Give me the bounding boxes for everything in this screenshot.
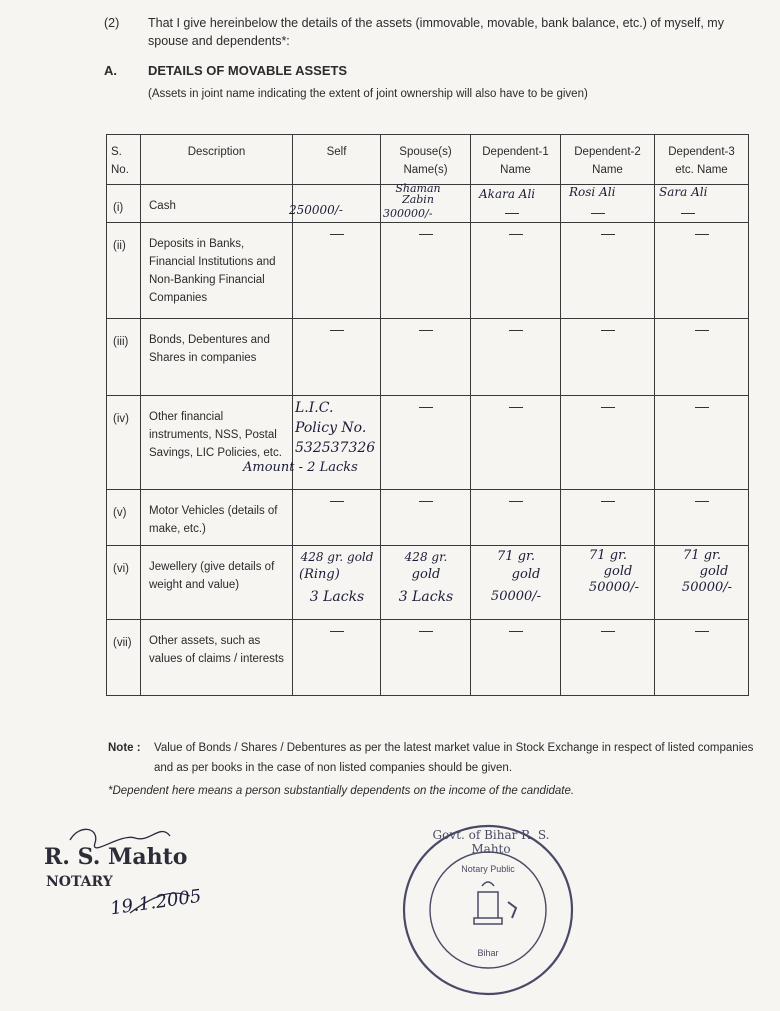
table-row bbox=[107, 620, 749, 696]
cell-empty bbox=[655, 490, 749, 546]
handwritten-jewel-dep3-3: 50000/- bbox=[681, 580, 733, 595]
handwritten-jewel-dep3-1: 71 gr. bbox=[683, 548, 721, 563]
handwritten-jewel-dep1-1: 71 gr. bbox=[497, 549, 535, 564]
handwritten-cash-spouse: 300000/- bbox=[383, 207, 433, 220]
dash-mark bbox=[601, 234, 615, 235]
row-sno: (iii) bbox=[107, 319, 141, 396]
handwritten-jewel-spouse-2: gold bbox=[411, 567, 441, 582]
handwritten-jewel-dep1-2: gold bbox=[511, 567, 541, 582]
cell-empty bbox=[561, 396, 655, 490]
handwritten-dependent-1-name: Akara Ali bbox=[479, 187, 536, 201]
handwritten-jewel-dep2-1: 71 gr. bbox=[589, 548, 627, 563]
handwritten-dependent-2-name: Rosi Ali bbox=[569, 185, 616, 199]
note-text: Value of Bonds / Shares / Debentures as per the latest market value in Stock Exchange in respect of listed companies and as per books in the case of non listed companies should be given. bbox=[154, 742, 754, 774]
dependent-footnote: *Dependent here means a person substantially dependents on the income of the candidate. bbox=[108, 785, 575, 797]
cell-cash-dependent-3 bbox=[655, 185, 749, 223]
dash-mark bbox=[509, 330, 523, 331]
cell-empty bbox=[381, 319, 471, 396]
note-label: Note : bbox=[108, 742, 141, 754]
dash-mark bbox=[695, 501, 709, 502]
cell-empty bbox=[471, 223, 561, 319]
dash-mark bbox=[419, 631, 433, 632]
dash-mark bbox=[330, 501, 344, 502]
header-description: Description bbox=[141, 135, 293, 185]
handwritten-jewel-self-1: 428 gr. gold bbox=[300, 550, 374, 564]
row-description: Motor Vehicles (details of make, etc.) bbox=[141, 490, 293, 546]
row-description: Jewellery (give details of weight and value) bbox=[141, 546, 293, 620]
dash-mark bbox=[419, 501, 433, 502]
section-title: DETAILS OF MOVABLE ASSETS bbox=[148, 63, 348, 78]
row-sno: (ii) bbox=[107, 223, 141, 319]
header-dependent-1: Dependent-1 Name bbox=[471, 135, 561, 185]
cell-jewellery-dependent-2 bbox=[561, 546, 655, 620]
table-row bbox=[107, 396, 749, 490]
dash-mark bbox=[505, 213, 519, 214]
cell-jewellery-self bbox=[293, 546, 381, 620]
handwritten-jewel-self-3: 3 Lacks bbox=[309, 589, 365, 605]
row-sno: (vii) bbox=[107, 620, 141, 696]
row-sno: (vi) bbox=[107, 546, 141, 620]
table-row bbox=[107, 185, 749, 223]
header-sno: S. No. bbox=[107, 135, 141, 185]
notary-name: R. S. Mahto bbox=[44, 844, 188, 870]
dash-mark bbox=[419, 330, 433, 331]
cell-empty bbox=[471, 396, 561, 490]
handwritten-jewel-dep2-2: gold bbox=[603, 564, 633, 579]
dash-mark bbox=[509, 501, 523, 502]
movable-assets-table bbox=[106, 134, 749, 696]
dash-mark bbox=[330, 234, 344, 235]
handwritten-lic-line4: Amount - 2 Lacks bbox=[243, 460, 358, 475]
table-row bbox=[107, 223, 749, 319]
handwritten-jewel-dep2-3: 50000/- bbox=[588, 580, 640, 595]
dash-mark bbox=[509, 234, 523, 235]
cell-empty bbox=[561, 620, 655, 696]
dash-mark bbox=[695, 407, 709, 408]
notary-title: NOTARY bbox=[46, 874, 113, 890]
cell-empty bbox=[293, 319, 381, 396]
signature-date: 19.1.2005 bbox=[108, 885, 203, 920]
dash-mark bbox=[601, 407, 615, 408]
cell-empty bbox=[655, 396, 749, 490]
cell-cash-spouse bbox=[381, 182, 471, 223]
cell-jewellery-dependent-1 bbox=[471, 546, 561, 620]
cell-empty bbox=[655, 620, 749, 696]
cell-empty bbox=[293, 620, 381, 696]
intro-number: (2) bbox=[104, 16, 120, 30]
cell-empty bbox=[655, 223, 749, 319]
dash-mark bbox=[601, 631, 615, 632]
handwritten-jewel-spouse-1: 428 gr. bbox=[404, 550, 448, 564]
cell-cash-dependent-2 bbox=[561, 185, 655, 223]
dash-mark bbox=[601, 501, 615, 502]
handwritten-dependent-3-name: Sara Ali bbox=[659, 185, 708, 199]
handwritten-cash-self: 250000/- bbox=[289, 203, 343, 217]
notary-seal bbox=[390, 822, 590, 1002]
dash-mark bbox=[330, 631, 344, 632]
header-spouse: Spouse(s) Name(s) bbox=[381, 135, 471, 185]
intro-text: That I give hereinbelow the details of the assets (immovable, movable, bank balance, etc.) of myself, my spouse and dependents*: bbox=[148, 16, 724, 48]
row-description: Cash bbox=[141, 185, 293, 223]
cell-empty bbox=[471, 490, 561, 546]
row-description: Deposits in Banks, Financial Institutions and Non-Banking Financial Companies bbox=[141, 223, 293, 319]
cell-empty bbox=[471, 620, 561, 696]
cell-empty bbox=[561, 319, 655, 396]
dash-mark bbox=[681, 213, 695, 214]
cell-empty bbox=[655, 319, 749, 396]
seal-bottom-text: Bihar bbox=[477, 948, 499, 958]
cell-empty bbox=[561, 223, 655, 319]
seal-outer-text: Govt. of Bihar R. S. Mahto bbox=[432, 828, 550, 856]
cell-lic-self bbox=[243, 396, 381, 490]
row-description: Bonds, Debentures and Shares in companies bbox=[141, 319, 293, 396]
handwritten-jewel-dep1-3: 50000/- bbox=[490, 589, 542, 604]
dash-mark bbox=[695, 631, 709, 632]
table-row bbox=[107, 319, 749, 396]
dash-mark bbox=[330, 330, 344, 331]
cell-cash-self bbox=[289, 185, 381, 223]
table-row bbox=[107, 490, 749, 546]
section-label: A. bbox=[104, 63, 117, 78]
handwritten-jewel-spouse-3: 3 Lacks bbox=[398, 589, 454, 605]
cell-empty bbox=[471, 319, 561, 396]
handwritten-jewel-self-2: (Ring) bbox=[299, 567, 340, 582]
table-header-row bbox=[107, 135, 749, 185]
header-dependent-3: Dependent-3 etc. Name bbox=[655, 135, 749, 185]
dash-mark bbox=[591, 213, 605, 214]
cell-empty bbox=[381, 396, 471, 490]
dash-mark bbox=[419, 407, 433, 408]
handwritten-spouse-name: Shaman Zabin bbox=[395, 182, 441, 206]
dash-mark bbox=[601, 330, 615, 331]
seal-inner-text: Notary Public bbox=[461, 864, 515, 874]
header-dependent-2: Dependent-2 Name bbox=[561, 135, 655, 185]
cell-empty bbox=[293, 223, 381, 319]
cell-empty bbox=[381, 223, 471, 319]
cell-empty bbox=[381, 620, 471, 696]
dash-mark bbox=[509, 407, 523, 408]
row-sno: (i) bbox=[107, 185, 141, 223]
row-description: Other financial instruments, NSS, Postal Savings, LIC Policies, etc. bbox=[141, 396, 293, 490]
handwritten-lic-line1: L.I.C. bbox=[295, 400, 334, 416]
cell-jewellery-spouse bbox=[381, 546, 471, 620]
header-self: Self bbox=[293, 135, 381, 185]
cell-empty bbox=[293, 490, 381, 546]
row-description: Other assets, such as values of claims / interests bbox=[141, 620, 293, 696]
row-sno: (iv) bbox=[107, 396, 141, 490]
row-sno: (v) bbox=[107, 490, 141, 546]
cell-empty bbox=[561, 490, 655, 546]
handwritten-lic-line3: 532537326 bbox=[295, 440, 376, 456]
dash-mark bbox=[419, 234, 433, 235]
cell-empty bbox=[381, 490, 471, 546]
handwritten-lic-line2: Policy No. bbox=[295, 420, 367, 436]
dash-mark bbox=[695, 330, 709, 331]
cell-cash-dependent-1 bbox=[471, 185, 561, 223]
section-subnote: (Assets in joint name indicating the extent of joint ownership will also have to be given) bbox=[148, 88, 588, 100]
table-row bbox=[107, 546, 749, 620]
dash-mark bbox=[695, 234, 709, 235]
cell-jewellery-dependent-3 bbox=[655, 546, 749, 620]
handwritten-jewel-dep3-2: gold bbox=[699, 564, 729, 579]
dash-mark bbox=[509, 631, 523, 632]
notary-signature bbox=[40, 818, 240, 938]
